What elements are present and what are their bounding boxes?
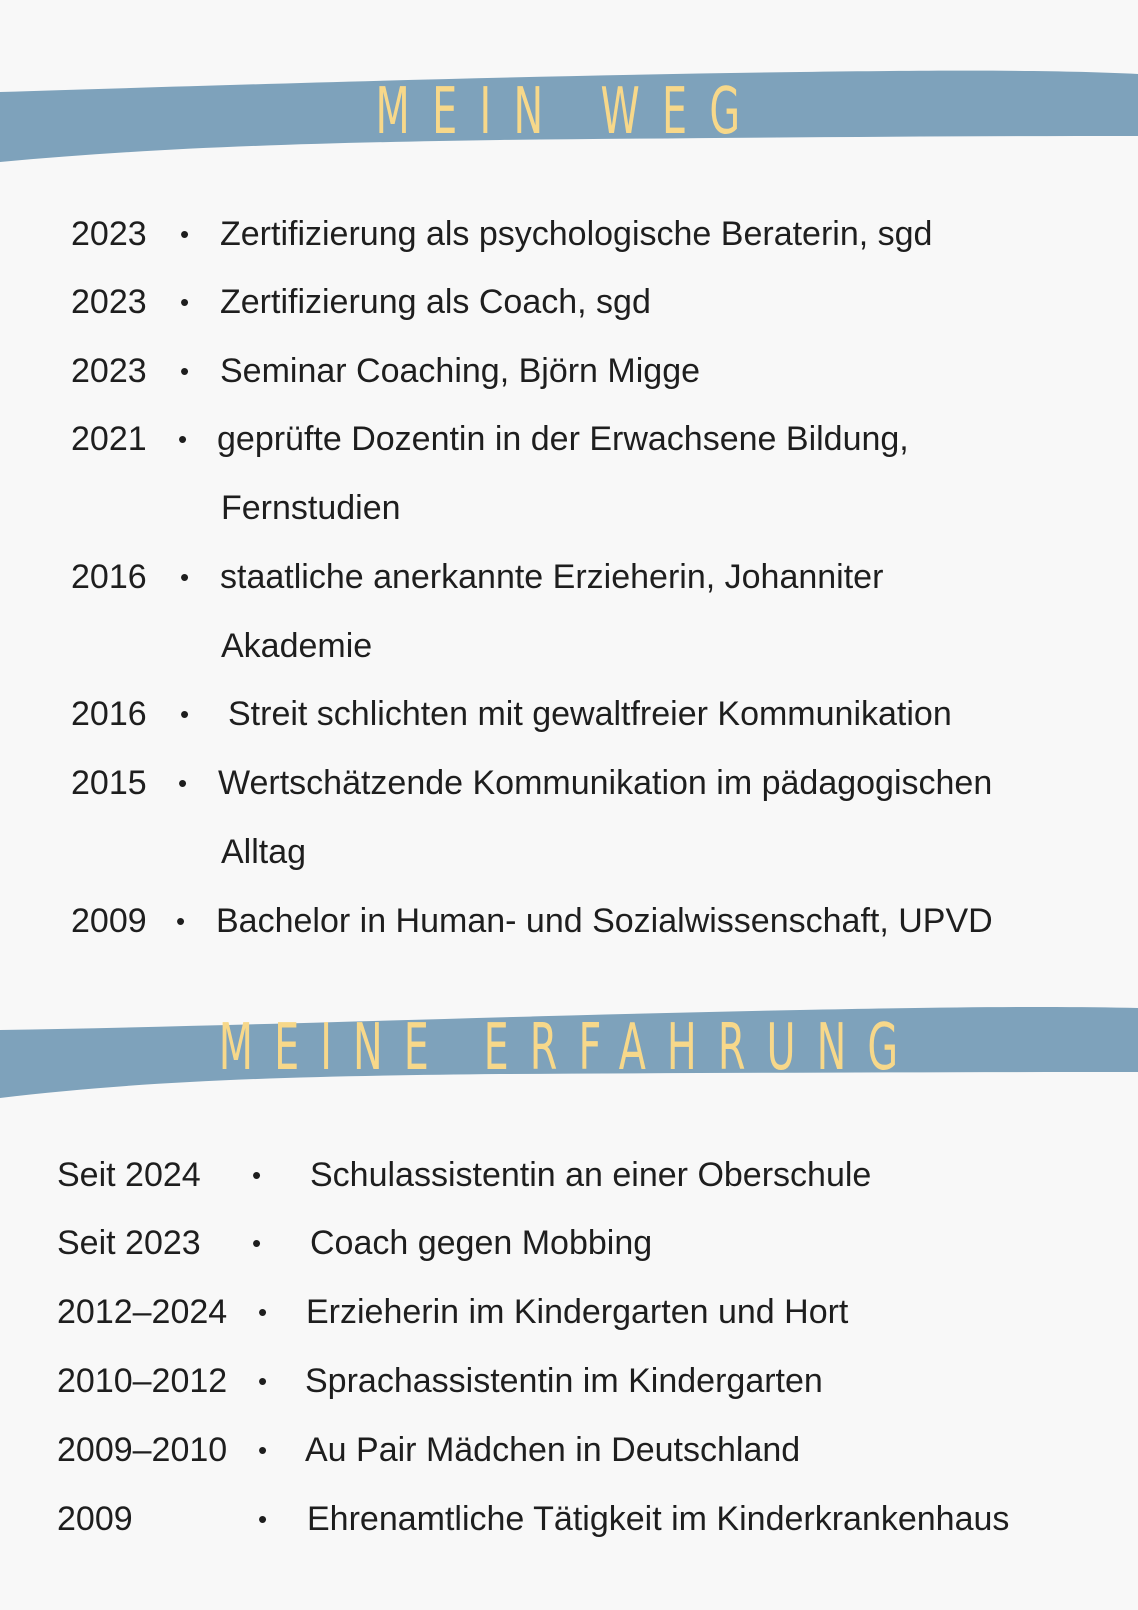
bullet-icon: • <box>252 1228 262 1258</box>
entry-year: 2016 <box>71 558 147 596</box>
entry-year: 2016 <box>71 695 147 733</box>
bullet-icon: • <box>180 699 190 729</box>
bullet-icon: • <box>180 287 190 317</box>
bullet-icon: • <box>258 1297 268 1327</box>
entry-text-continued: Alltag <box>221 833 307 871</box>
entry-text: Au Pair Mädchen in Deutschland <box>305 1431 801 1469</box>
bullet-icon: • <box>178 768 188 798</box>
entry-text: Wertschätzende Kommunikation im pädagogischen <box>218 764 993 802</box>
entry-year: 2023 <box>71 352 147 390</box>
entry-text: Zertifizierung als psychologische Beraterin, sgd <box>220 215 933 253</box>
entry-year: Seit 2023 <box>57 1224 201 1262</box>
entry-text: geprüfte Dozentin in der Erwachsene Bildung, <box>217 420 909 458</box>
bullet-icon: • <box>252 1160 262 1190</box>
bullet-icon: • <box>176 906 186 936</box>
entry-text: Seminar Coaching, Björn Migge <box>220 352 701 390</box>
entry-text: Coach gegen Mobbing <box>310 1224 653 1262</box>
entry-year: 2012–2024 <box>57 1293 228 1331</box>
bullet-icon: • <box>180 219 190 249</box>
entry-year: 2021 <box>71 420 147 458</box>
entry-year: 2023 <box>71 215 147 253</box>
section-title-meine-erfahrung: MEINE ERFAHRUNG <box>218 1011 920 1085</box>
entry-text: Bachelor in Human- und Sozialwissenschaft, UPVD <box>216 902 993 940</box>
section-title-mein-weg: MEIN WEG <box>375 75 763 149</box>
bullet-icon: • <box>180 562 190 592</box>
entry-year: 2009 <box>57 1500 133 1538</box>
section-banner-meine-erfahrung <box>0 1002 1138 1102</box>
entry-year: 2009–2010 <box>57 1431 228 1469</box>
entry-year: 2010–2012 <box>57 1362 228 1400</box>
entry-year: 2009 <box>71 902 147 940</box>
bullet-icon: • <box>178 424 188 454</box>
entry-text: Erzieherin im Kindergarten und Hort <box>306 1293 849 1331</box>
bullet-icon: • <box>258 1435 268 1465</box>
entry-year: 2023 <box>71 283 147 321</box>
entry-text: Ehrenamtliche Tätigkeit im Kinderkrankenhaus <box>307 1500 1010 1538</box>
bullet-icon: • <box>258 1366 268 1396</box>
entry-text: Streit schlichten mit gewaltfreier Kommunikation <box>228 695 952 733</box>
entry-text: Zertifizierung als Coach, sgd <box>220 283 651 321</box>
bullet-icon: • <box>258 1504 268 1534</box>
entry-text-continued: Akademie <box>221 627 373 665</box>
section-banner-mein-weg <box>0 66 1138 166</box>
entry-text: staatliche anerkannte Erzieherin, Johanniter <box>220 558 884 596</box>
entry-year: Seit 2024 <box>57 1156 201 1194</box>
entry-text: Sprachassistentin im Kindergarten <box>305 1362 823 1400</box>
entry-text: Schulassistentin an einer Oberschule <box>310 1156 872 1194</box>
entry-year: 2015 <box>71 764 147 802</box>
bullet-icon: • <box>180 356 190 386</box>
entry-text-continued: Fernstudien <box>221 489 401 527</box>
